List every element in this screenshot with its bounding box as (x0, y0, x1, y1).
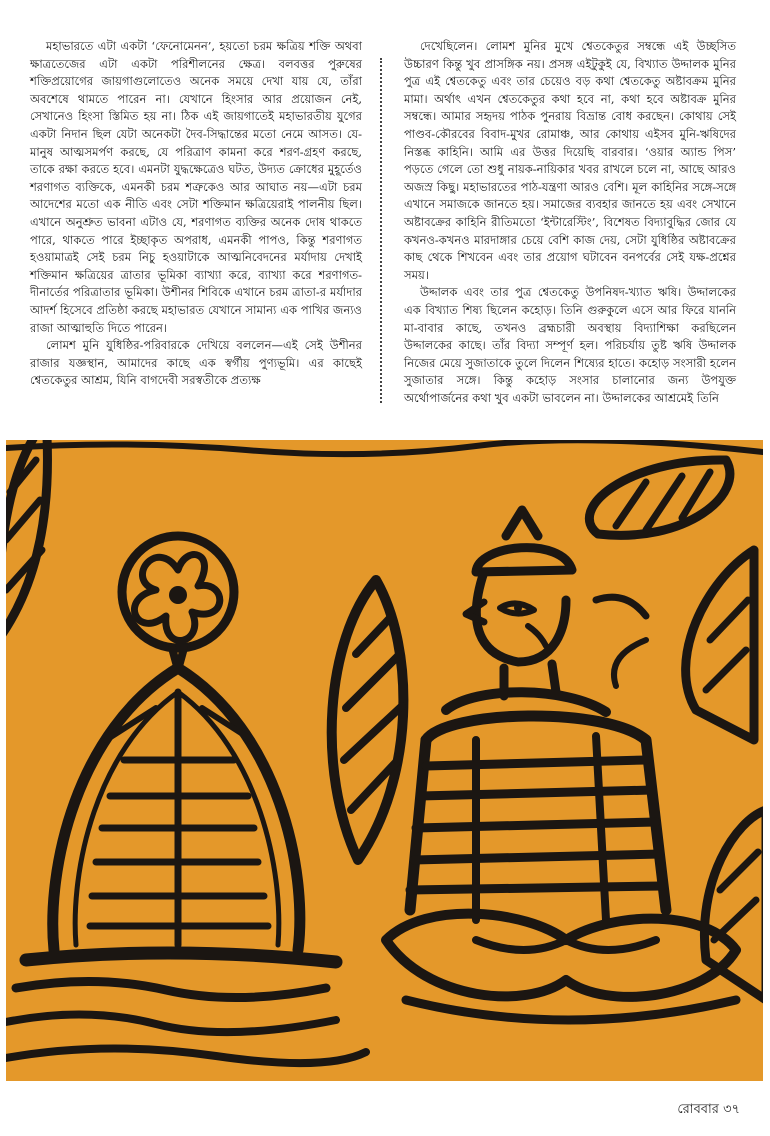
leaf-icon (686, 550, 754, 740)
page-footer: রোববার ৩৭ (677, 1102, 740, 1117)
leaf-icon (589, 460, 730, 535)
ink-illustration (6, 440, 763, 1081)
shiva-linga-icon (6, 668, 366, 1063)
article-column-right (404, 38, 736, 407)
article-paragraph: লোমশ মুনি যুধিষ্ঠির-পরিবারকে দেখিয়ে বললেন—এই সেই উশীনর রাজার যজ্ঞস্থান, আমাদের কাছে এক স্বর্গীয় পুণ্যভূমি। এর কাছেই শ্বেতকেতুর আশ্রম, যিনি বাগদেবী সরস্বতীকে প্রত্যক্ষ (30, 338, 362, 388)
sage-figure-icon (386, 510, 736, 1020)
article-paragraph: দেখেছিলেন। লোমশ মুনির মুখে শ্বেতকেতুর সম্বন্ধে এই উচ্ছসিত উচ্চারণ কিন্তু খুব প্রাসঙ্গিক নয়। প্রসঙ্গ এইটুকুই যে, বিখ্যাত উদ্দালক মুনির পুত্র এই শ্বেতকেতু এবং তার চেয়েও বড় কথা শ্বেতকেতু অষ্টাবক্রম মুনির মামা। অর্থাৎ এখন শ্বেতকেতুর কথা হবে না, কথা হবে অষ্টাবক্র মুনির সম্বন্ধে। আমার সহৃদয় পাঠক পুনরায় বিভ্রান্ত বোধ করছেন। কোথায় সেই পাণ্ডব-কৌরবের বিবাদ-মুখর রোমাঞ্চ, আর কোথায় এইসব মুনি-ঋষিদের নিস্তব্ধ কাহিনি। আমি এর উত্তর দিয়েছি বারবার। ‘ওয়ার অ্যান্ড পিস’ পড়তে গেলে তো শুধু নায়ক-নায়িকার খবর রাখলে চলে না, আছে আরও অজস্র কিছু। মহাভারতের পাঠ-যন্ত্রণা আরও বেশি। মূল কাহিনির সঙ্গে-সঙ্গে এখানে সমাজকে জানতে হয়। সমাজের ব্যবহার জানতে হয় এবং সেখানে অষ্টাবক্রের কাহিনি রীতিমতো ‘ইন্টারেস্টিং’, বিশেষত বিদ্যাবুদ্ধির জোর যে কখনও-কখনও মারদাঙ্গার চেয়ে বেশি কাজ দেয়, সেটা যুধিষ্ঠির অষ্টাবক্রের কাছ থেকে শিখবেন এবং তার প্রয়োগ ঘটাবেন বনপর্বের সেই যক্ষ-প্রশ্নের সময়। (404, 39, 736, 282)
article-column-left (30, 38, 362, 390)
column-divider (380, 58, 382, 403)
article-paragraph: মহাভারতে এটা একটা ‘ফেনোমেনন’, হয়তো চরম ক্ষত্রিয় শক্তি অথবা ক্ষাত্রতেজের এটা একটা পরিশীলনের ক্ষেত্র। বলবত্তর পুরুষের শক্তিপ্রয়োগের জায়গাগুলোতেও অনেক সময়ে দেখা যায় যে, তাঁরা অবশেষে থামতে পারেন না। যেখানে হিংসার আর প্রয়োজন নেই, সেখানেও হিংসা স্তিমিত হয় না। ঠিক এই জায়গাতেই মহাভারতীয় যুগের একটা নিদান ছিল যেটা অনেকটা দৈব-সিদ্ধান্তের মতো নেমে আসত। যে-মানুষ আত্মসমর্পণ করছে, যে পরিত্রাণ কামনা করে শরণ-গ্রহণ করছে, তাকে রক্ষা করতে হবে। এমনটা যুদ্ধক্ষেত্রেও ঘটত, উদ্যত ক্রোধের মুহূর্তেও শরণাগত ব্যক্তিকে, এমনকী চরম শত্রুকেও আর আঘাত নয়—এটা চরম আদেশের মতো এক নীতি এবং সেটা শক্তিমান ক্ষত্রিয়েরাই পালনীয় ছিল। এখানে অনুশ্রুত ভাবনা এটাও যে, শরণাগত ব্যক্তির অনেক দোষ থাকতে পারে, থাকতে পারে ইচ্ছাকৃত অপরাধ, এমনকী পাপও, কিন্তু শরণাগত হওয়ামাত্রই সেই চরম নিচু হওয়াটাকে আত্মনিবেদনের মর্যাদায় দেখাই শক্তিমান ক্ষত্রিয়ের ত্রাতার ভূমিকা ব্যাখ্যা করে, ব্যাখ্যা করে শরণাগত-দীনার্তের পরিত্রাতার ভূমিকা। উশীনর শিবিকে এখানে চরম ত্রাতা-র মর্যাদার আদর্শ হিসেবে প্রতিষ্ঠা করছে মহাভারত যেখানে সামান্য এক পাখির জন্যও রাজা আত্মাহুতি দিতে পারেন। (30, 39, 362, 335)
leaf-icon (6, 440, 47, 640)
illustration-panel (6, 440, 763, 1081)
article-paragraph: উদ্দালক এবং তার পুত্র শ্বেতকেতু উপনিষদ-খ্যাত ঋষি। উদ্দালকের এক বিখ্যাত শিষ্য ছিলেন কহোড়। তিনি গুরুকুলে এসে আর ফিরে যাননি মা-বাবার কাছে, তখনও ব্রহ্মচারী অবস্থায় বিদ্যাশিক্ষা করছিলেন উদ্দালকের কাছে। তাঁর বিদ্যা সম্পূর্ণ হল। পরিচর্যায় তুষ্ট ঋষি উদ্দালক নিজের মেয়ে সুজাতাকে তুলে দিলেন শিষ্যের হাতে। কহোড় সংসারী হলেন সুজাতার সঙ্গে। কিন্তু কহোড় সংসার চালানোর জন্য উপযুক্ত অর্থোপার্জনের কথা খুব একটা ভাবলেন না। উদ্দালকের আশ্রমেই তিনি (404, 285, 736, 405)
leaf-icon (332, 580, 404, 860)
flower-ornament-icon (122, 536, 234, 670)
